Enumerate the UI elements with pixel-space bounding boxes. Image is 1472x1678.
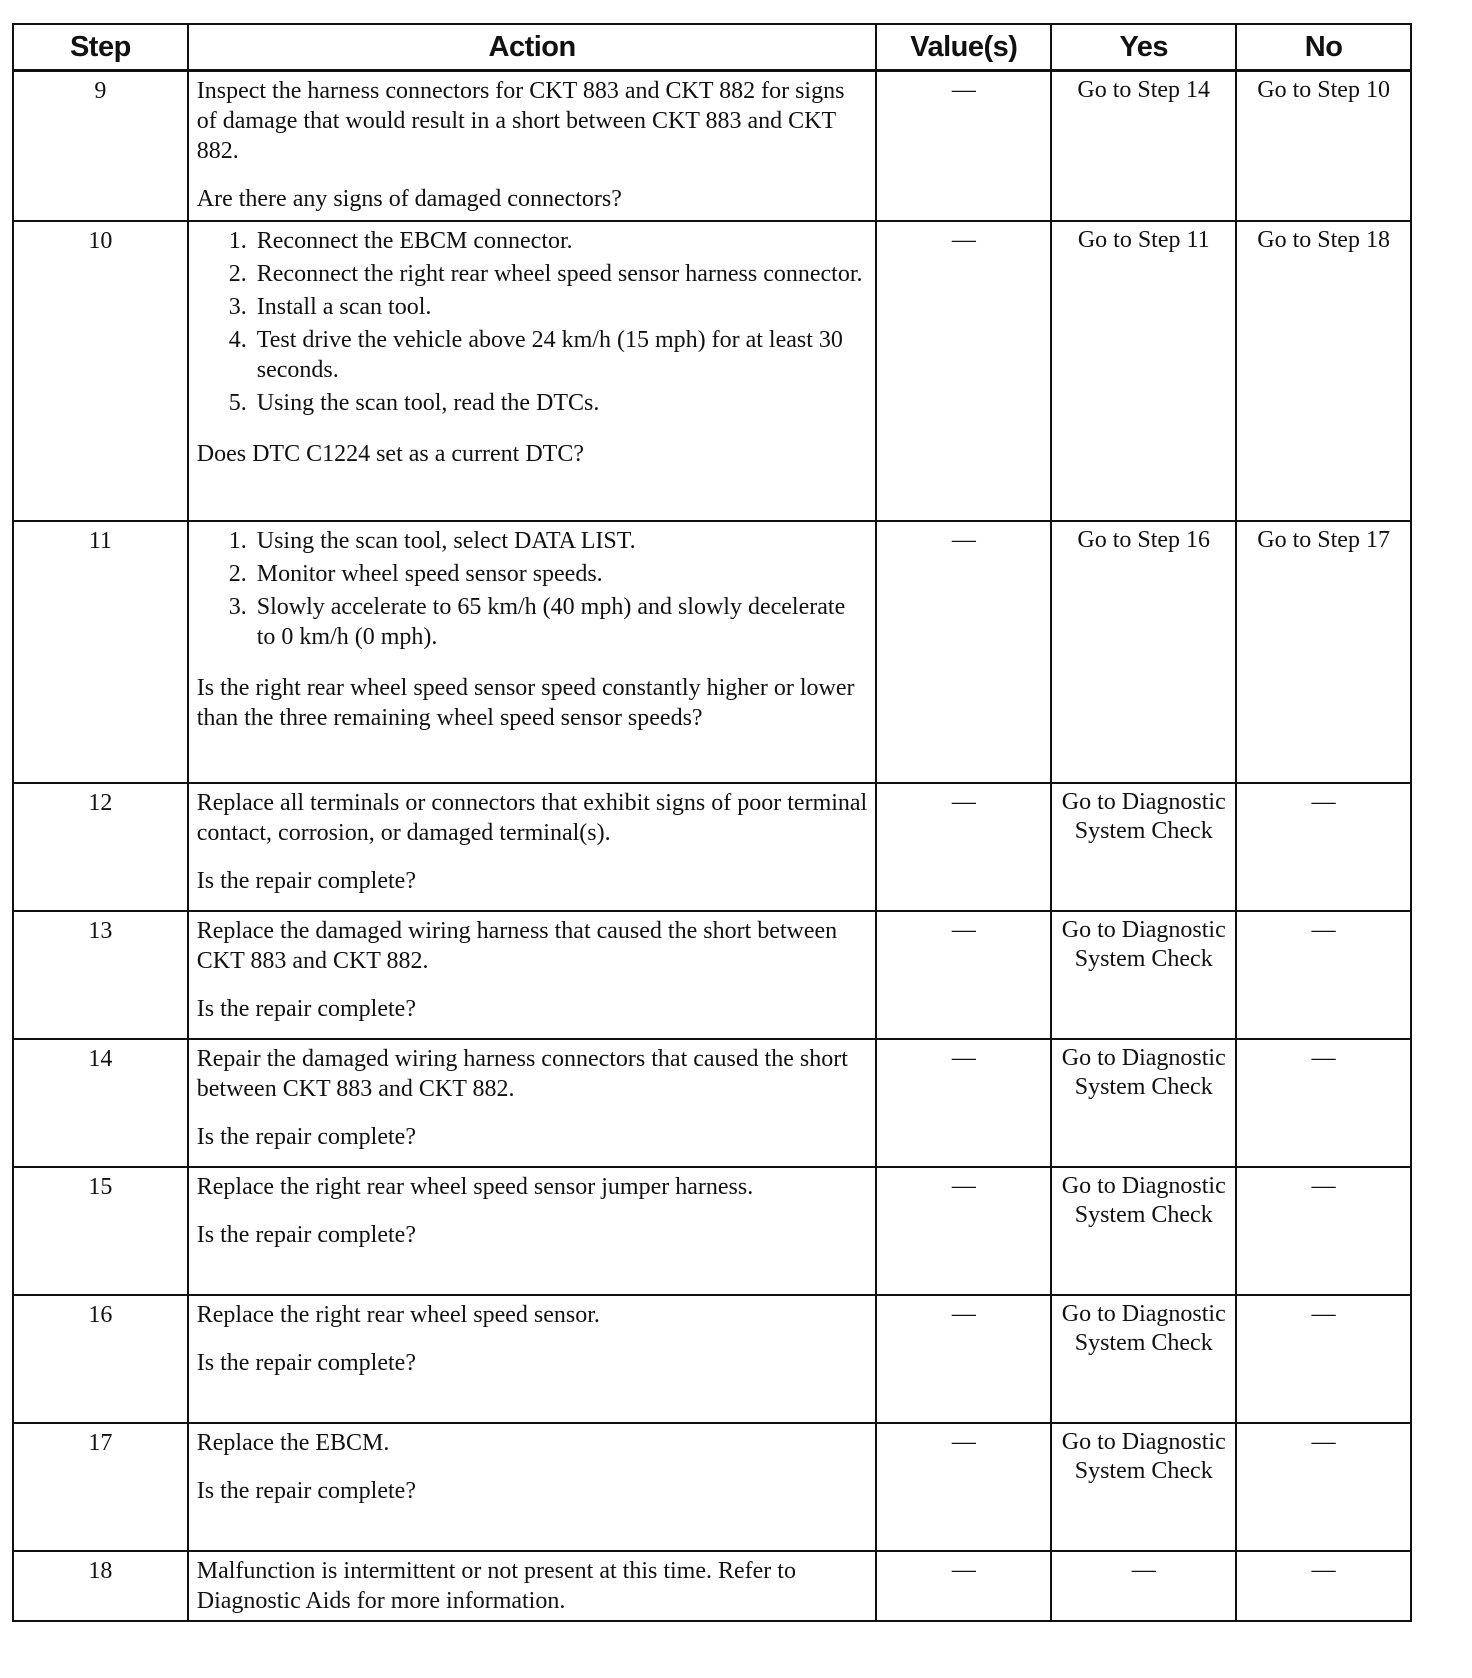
table-row [13,521,1411,783]
yes-cell: Go to Diagnostic System Check [1051,1423,1236,1551]
step-number: 17 [13,1423,188,1551]
header-yes: Yes [1051,24,1236,71]
list-item: 4. Test drive the vehicle above 24 km/h (15 mph) for at least 30 seconds. [253,325,870,385]
action-question: Is the right rear wheel speed sensor speed constantly higher or lower than the three remaining wheel speed sensor speeds? [196,674,855,731]
step-number: 10 [13,221,188,521]
table-row [13,1295,1411,1423]
value-cell: — [876,71,1051,221]
action-question: Is the repair complete? [196,1221,416,1248]
action-cell [188,521,877,783]
value-cell: — [876,1167,1051,1295]
action-cell [188,221,877,521]
no-cell: — [1236,1423,1411,1551]
value-cell: — [876,1295,1051,1423]
yes-cell: Go to Diagnostic System Check [1051,1295,1236,1423]
value-cell: — [876,221,1051,521]
action-cell [188,1551,877,1621]
list-item: 1. Using the scan tool, select DATA LIST. [253,526,870,556]
list-item: 1. Reconnect the EBCM connector. [253,226,870,256]
diagnostic-table [12,23,1412,1622]
list-item: 3. Slowly accelerate to 65 km/h (40 mph) and slowly decelerate to 0 km/h (0 mph). [253,592,870,652]
yes-cell: Go to Diagnostic System Check [1051,1039,1236,1167]
action-instruction: Replace the EBCM. [196,1429,390,1456]
action-instruction: Replace all terminals or connectors that exhibit signs of poor terminal contact, corrosion, or damaged terminal(s). [196,789,868,846]
no-cell: Go to Step 18 [1236,221,1411,521]
list-item: 2. Monitor wheel speed sensor speeds. [253,559,870,589]
value-cell: — [876,783,1051,911]
action-instruction: Inspect the harness connectors for CKT 883 and CKT 882 for signs of damage that would result in a short between CKT 883 and CKT 882. [196,78,845,164]
action-instruction: Malfunction is intermittent or not present at this time. Refer to Diagnostic Aids for more information. [196,1557,796,1614]
yes-cell: Go to Diagnostic System Check [1051,1167,1236,1295]
header-action: Action [188,24,877,71]
header-step: Step [13,24,188,71]
yes-cell: Go to Diagnostic System Check [1051,911,1236,1039]
table-header-row [13,24,1411,71]
action-cell [188,71,877,221]
action-cell [188,1167,877,1295]
list-item: 2. Reconnect the right rear wheel speed sensor harness connector. [253,259,870,289]
yes-cell: — [1051,1551,1236,1621]
no-cell: — [1236,1295,1411,1423]
action-question: Is the repair complete? [196,867,416,894]
no-cell: — [1236,911,1411,1039]
header-no: No [1236,24,1411,71]
table-row [13,783,1411,911]
table-row [13,911,1411,1039]
action-cell [188,1423,877,1551]
step-number: 18 [13,1551,188,1621]
list-item: 5. Using the scan tool, read the DTCs. [253,388,870,418]
step-number: 16 [13,1295,188,1423]
step-number: 9 [13,71,188,221]
value-cell: — [876,911,1051,1039]
table-row [13,221,1411,521]
action-question: Is the repair complete? [196,995,416,1022]
value-cell: — [876,1423,1051,1551]
no-cell: Go to Step 10 [1236,71,1411,221]
yes-cell: Go to Step 16 [1051,521,1236,783]
table-row [13,71,1411,221]
step-number: 12 [13,783,188,911]
yes-cell: Go to Step 14 [1051,71,1236,221]
action-cell [188,783,877,911]
action-step-list [197,226,870,421]
yes-cell: Go to Diagnostic System Check [1051,783,1236,911]
no-cell: — [1236,1167,1411,1295]
yes-cell: Go to Step 11 [1051,221,1236,521]
action-instruction: Replace the right rear wheel speed sensor. [196,1301,600,1328]
action-instruction: Repair the damaged wiring harness connectors that caused the short between CKT 883 and CKT 882. [196,1045,848,1102]
table-row [13,1039,1411,1167]
no-cell: — [1236,1039,1411,1167]
action-cell [188,1039,877,1167]
table-row [13,1423,1411,1551]
action-cell [188,1295,877,1423]
action-cell [188,911,877,1039]
no-cell: — [1236,783,1411,911]
action-question: Does DTC C1224 set as a current DTC? [196,440,584,467]
table-row [13,1167,1411,1295]
value-cell: — [876,521,1051,783]
action-question: Is the repair complete? [196,1123,416,1150]
action-question: Is the repair complete? [196,1477,416,1504]
value-cell: — [876,1551,1051,1621]
no-cell: — [1236,1551,1411,1621]
value-cell: — [876,1039,1051,1167]
action-question: Are there any signs of damaged connectors? [196,186,622,212]
no-cell: Go to Step 17 [1236,521,1411,783]
action-instruction: Replace the damaged wiring harness that caused the short between CKT 883 and CKT 882. [196,917,838,974]
action-instruction: Replace the right rear wheel speed sensor jumper harness. [196,1173,754,1200]
step-number: 15 [13,1167,188,1295]
step-number: 13 [13,911,188,1039]
list-item: 3. Install a scan tool. [253,292,870,322]
table-row [13,1551,1411,1621]
step-number: 11 [13,521,188,783]
action-step-list [197,526,870,655]
header-values: Value(s) [876,24,1051,71]
action-question: Is the repair complete? [196,1349,416,1376]
step-number: 14 [13,1039,188,1167]
